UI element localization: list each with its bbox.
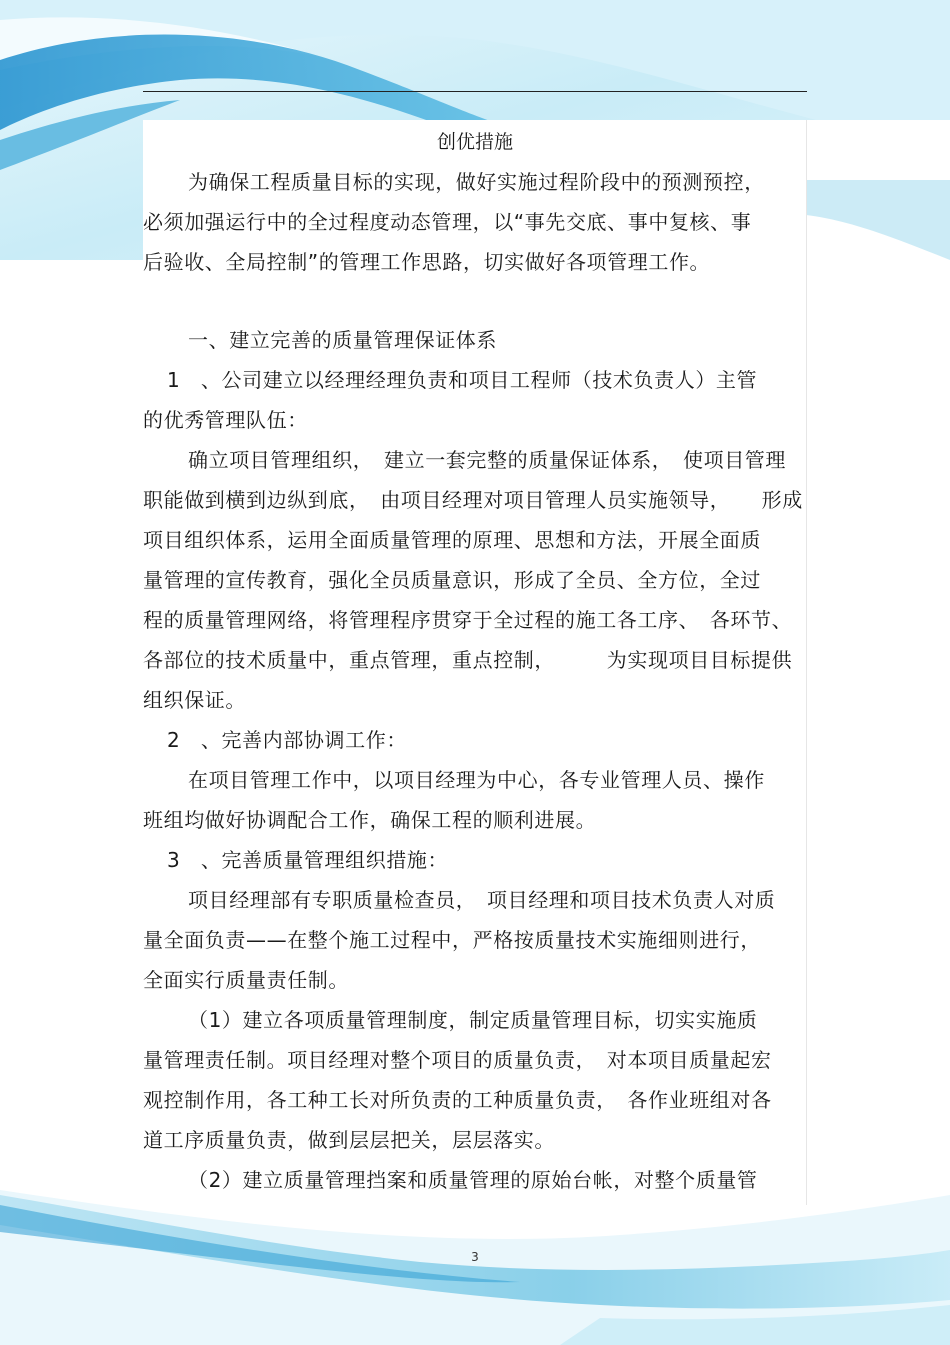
paragraph-line: 必须加强运行中的全过程度动态管理，以“事先交底、事中复核、事 bbox=[143, 210, 752, 234]
paragraph-line: 的优秀管理队伍： bbox=[143, 408, 308, 432]
paragraph-line: 后验收、全局控制”的管理工作思路，切实做好各项管理工作。 bbox=[143, 250, 711, 274]
paragraph-line: 各部位的技术质量中，重点管理，重点控制， 为实现项目目标提供 bbox=[143, 648, 793, 672]
document-title: 创优措施 bbox=[436, 131, 513, 153]
paragraph-line: 量全面负责——在整个施工过程中，严格按质量技术实施细则进行， bbox=[143, 928, 761, 952]
numbered-heading: 2 、完善内部协调工作： bbox=[167, 728, 407, 752]
section-heading: 一、建立完善的质量管理保证体系 bbox=[188, 328, 497, 352]
paragraph-line: 班组均做好协调配合工作，确保工程的顺利进展。 bbox=[143, 808, 597, 832]
paragraph-line: 确立项目管理组织， 建立一套完整的质量保证体系， 使项目管理 bbox=[188, 448, 786, 472]
paragraph-line: 项目组织体系，运用全面质量管理的原理、思想和方法，开展全面质 bbox=[143, 528, 761, 552]
paragraph-line: 组织保证。 bbox=[143, 688, 246, 712]
paragraph-line: 量管理的宣传教育，强化全员质量意识，形成了全员、全方位，全过 bbox=[143, 568, 761, 592]
paragraph-line: （1）建立各项质量管理制度，制定质量管理目标，切实实施质 bbox=[188, 1008, 758, 1032]
paragraph-line: 项目经理部有专职质量检查员， 项目经理和项目技术负责人对质 bbox=[188, 888, 776, 912]
paragraph-line: 程的质量管理网络，将管理程序贯穿于全过程的施工各工序、 各环节、 bbox=[143, 608, 793, 632]
paragraph-line: 在项目管理工作中，以项目经理为中心，各专业管理人员、操作 bbox=[188, 768, 765, 792]
paragraph-line: （2）建立质量管理挡案和质量管理的原始台帐，对整个质量管 bbox=[188, 1168, 758, 1192]
paragraph-line: 观控制作用，各工种工长对所负责的工种质量负责， 各作业班组对各 bbox=[143, 1088, 772, 1112]
paragraph-line: 全面实行质量责任制。 bbox=[143, 968, 349, 992]
numbered-heading: 1 、公司建立以经理经理负责和项目工程师（技术负责人）主管 bbox=[167, 368, 758, 392]
numbered-heading: 3 、完善质量管理组织措施： bbox=[167, 848, 449, 872]
paragraph-line: 为确保工程质量目标的实现，做好实施过程阶段中的预测预控， bbox=[188, 170, 765, 194]
page-number: 3 bbox=[471, 1250, 479, 1264]
paragraph-line: 职能做到横到边纵到底， 由项目经理对项目管理人员实施领导， 形成 bbox=[143, 488, 803, 512]
header-rule bbox=[143, 91, 807, 92]
paragraph-line: 道工序质量负责，做到层层把关，层层落实。 bbox=[143, 1128, 555, 1152]
paragraph-line: 量管理责任制。项目经理对整个项目的质量负责， 对本项目质量起宏 bbox=[143, 1048, 772, 1072]
document-body bbox=[143, 122, 807, 1200]
